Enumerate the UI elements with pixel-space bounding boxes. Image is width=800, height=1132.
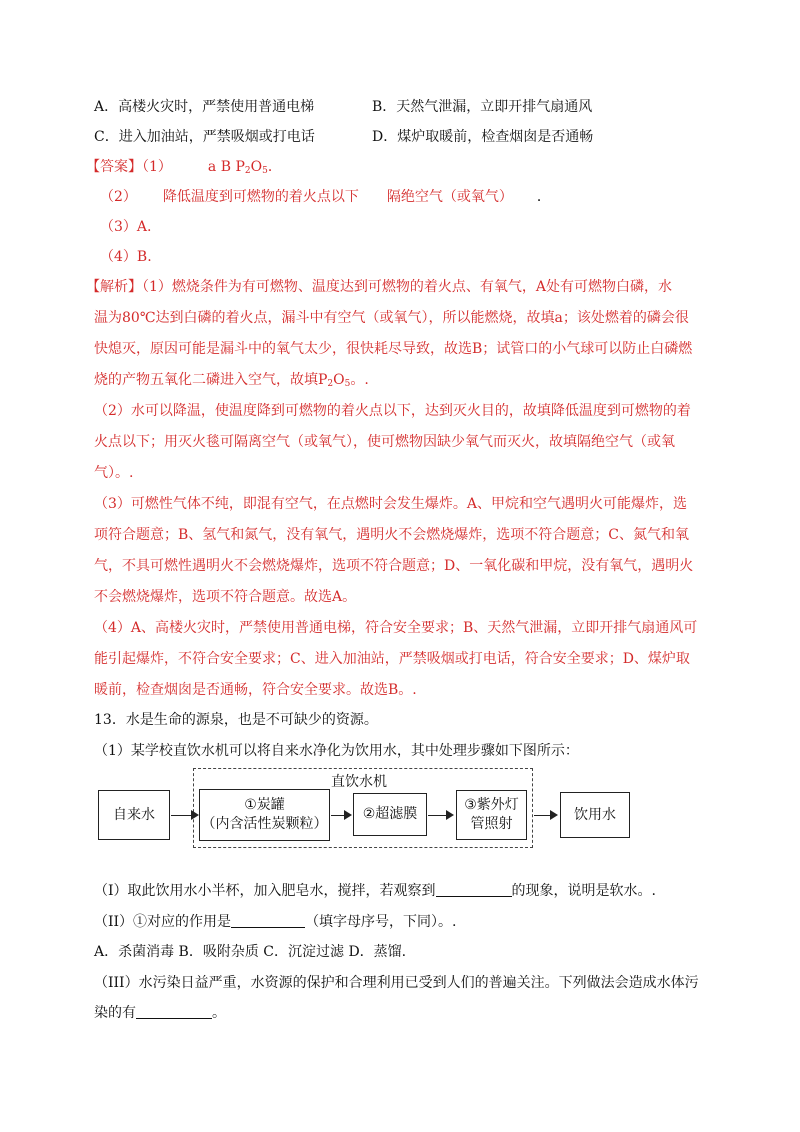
answer-2a: 降低温度到可燃物的着火点以下 xyxy=(162,189,359,205)
q13-part-ii: （II）①对应的作用是 （填字母序号，下同）。. xyxy=(94,914,457,930)
box-tap-water: 自来水 xyxy=(98,790,170,840)
answer-line-4: （4）B. xyxy=(100,249,152,265)
analysis-p3-l4: 不会燃烧爆炸，选项不符合题意。故选A。 xyxy=(94,589,357,605)
analysis-p1-l2: 温为80℃达到白磷的着火点，漏斗中有空气（或氧气），所以能燃烧，故填a；该处燃着的磷会很 xyxy=(94,310,689,326)
analysis-p1-l3: 快熄灭，原因可能是漏斗中的氧气太少，很快耗尽导致，故选B；试管口的小气球可以防止白磷燃 xyxy=(94,341,693,357)
box-drinking-water: 饮用水 xyxy=(560,792,630,838)
analysis-p1-l1: 【解析】（1）燃烧条件为有可燃物、温度达到可燃物的着火点、有氧气，A处有可燃物白磷，水 xyxy=(86,279,673,295)
q13-sub1: （1）某学校直饮水机可以将自来水净化为饮用水，其中处理步骤如下图所示： xyxy=(94,743,579,759)
q13-choices: A．杀菌消毒 B．吸附杂质 C．沉淀过滤 D．蒸馏. xyxy=(94,944,407,960)
option-d: D．煤炉取暖前，检查烟囱是否通畅 xyxy=(372,129,594,145)
analysis-p4-l2: 能引起爆炸，不符合安全要求；C、进入加油站，严禁吸烟或打电话，符合安全要求；D、煤炉取 xyxy=(94,651,690,667)
analysis-p4-l1: （4）A、高楼火灾时，严禁使用普通电梯，符合安全要求；B、天然气泄漏，立即开排气扇通风可 xyxy=(94,620,698,636)
box-carbon-tank: ①炭罐 （内含活性炭颗粒） xyxy=(199,789,330,841)
analysis-p4-l3: 暖前，检查烟囱是否通畅，符合安全要求。故选B。. xyxy=(94,682,417,698)
analysis-p2-l3: 气）。. xyxy=(94,465,134,481)
analysis-p2-l2: 火点以下；用灭火毯可隔离空气（或氧气），使可燃物因缺少氧气而灭火，故填隔绝空气（或氧 xyxy=(94,434,675,450)
diagram-title: 直饮水机 xyxy=(331,774,387,790)
answer-blank-ii[interactable] xyxy=(231,913,305,928)
option-c: C．进入加油站，严禁吸烟或打电话 xyxy=(94,129,315,145)
arrow-4 xyxy=(534,815,556,816)
analysis-p3-l3: 气，不具可燃性遇明火不会燃烧爆炸，选项不符合题意；D、一氧化碳和甲烷，没有氧气，遇明火 xyxy=(94,558,694,574)
analysis-p3-l1: （3）可燃性气体不纯，即混有空气，在点燃时会发生爆炸。A、甲烷和空气遇明火可能爆炸，选 xyxy=(94,496,688,512)
option-a: A．高楼火灾时，严禁使用普通电梯 xyxy=(94,99,315,115)
answer-line-2: （2） 降低温度到可燃物的着火点以下 隔绝空气（或氧气） ． xyxy=(100,189,551,205)
analysis-p3-l2: 项符合题意；B、氢气和氮气，没有氧气，遇明火不会燃烧爆炸，选项不符合题意；C、氮气和氧 xyxy=(94,527,689,543)
answer-line-3: （3）A. xyxy=(100,219,152,235)
q13-part-i: （I）取此饮用水小半杯，加入肥皂水，搅拌，若观察到 的现象，说明是软水。. xyxy=(94,883,656,899)
analysis-tag: 【解析】 xyxy=(86,279,142,295)
answer-2b: 隔绝空气（或氧气） xyxy=(386,189,513,205)
box-uv-lamp: ③紫外灯 管照射 xyxy=(456,790,527,840)
arrow-3 xyxy=(428,815,452,816)
option-b: B．天然气泄漏，立即开排气扇通风 xyxy=(372,99,593,115)
arrow-1 xyxy=(171,815,197,816)
q13-part-iii-l2: 染的有 。 xyxy=(94,1005,226,1021)
answer-tag: 【答案】 xyxy=(86,159,142,175)
arrow-2 xyxy=(331,815,350,816)
answer-line-1: 【答案】（1） a B $P_2O_5$． xyxy=(86,159,282,176)
answer-1: a B $P_2O_5$． xyxy=(207,159,282,176)
answer-blank-iii[interactable] xyxy=(136,1004,212,1019)
q13-stem: 13．水是生命的源泉，也是不可缺少的资源。 xyxy=(94,712,378,728)
analysis-p1-l4: 烧的产物五氧化二磷进入空气，故填$P_2O_5$。. xyxy=(94,372,369,389)
box-ultrafiltration: ②超滤膜 xyxy=(353,793,427,836)
answer-blank-i[interactable] xyxy=(436,882,512,897)
q13-part-iii-l1: （III）水污染日益严重，水资源的保护和合理利用已受到人们的普遍关注。下列做法会造成水体污 xyxy=(94,975,699,991)
analysis-p2-l1: （2）水可以降温，使温度降到可燃物的着火点以下，达到灭火目的，故填降低温度到可燃物的着 xyxy=(94,403,691,419)
